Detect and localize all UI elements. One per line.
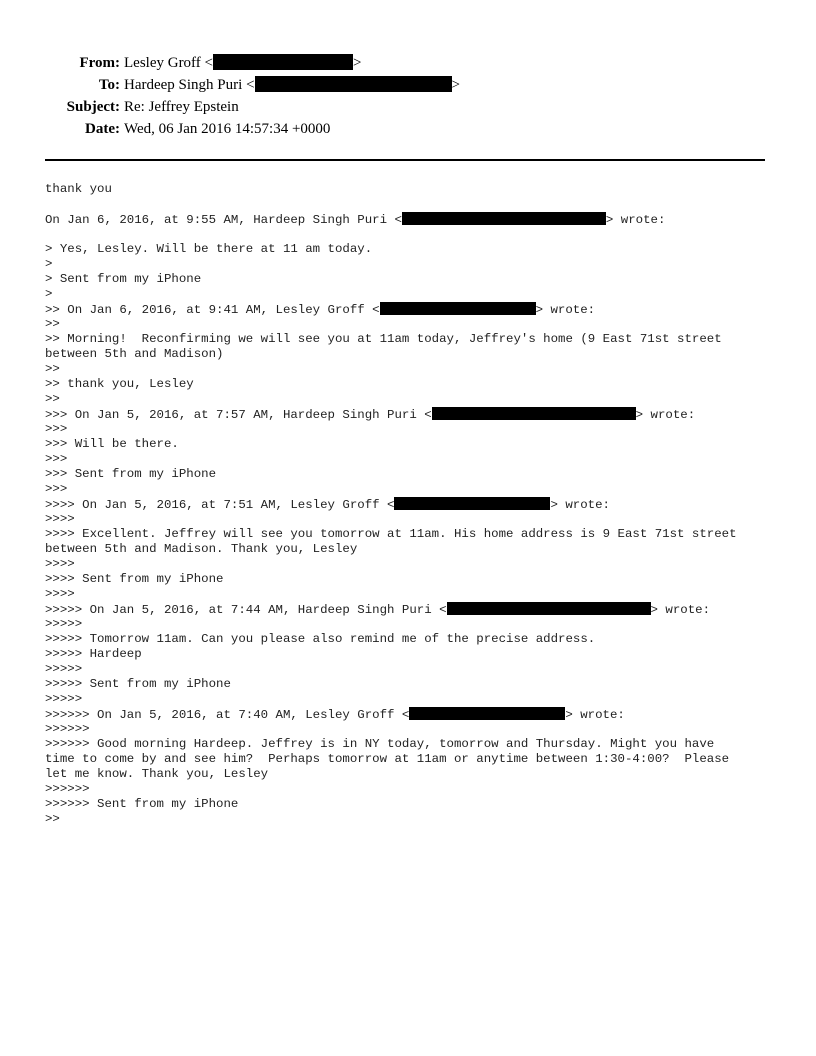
body-line: >> — [45, 317, 60, 331]
attribution-suffix: > wrote: — [635, 408, 696, 422]
email-body — [45, 182, 785, 827]
attribution-suffix: > wrote: — [565, 708, 625, 722]
attribution-text: >>>>> On Jan 5, 2016, at 7:44 AM, Hardeep Singh Puri < — [45, 603, 447, 617]
attribution-suffix: > wrote: — [535, 303, 596, 317]
subject-row — [0, 96, 816, 118]
body-line: >>> Will be there. — [45, 437, 179, 451]
redacted-email — [394, 497, 550, 510]
attribution-suffix: > wrote: — [550, 498, 610, 512]
body-line: >>>>> Tomorrow 11am. Can you please also remind me of the precise address. — [45, 632, 596, 646]
from-name: Lesley Groff — [124, 55, 201, 71]
subject-label: Subject: — [66, 99, 120, 115]
header-divider — [45, 159, 765, 161]
body-line: between 5th and Madison) — [45, 347, 224, 361]
redacted-email — [432, 407, 636, 420]
body-line: >>>>> Sent from my iPhone — [45, 677, 231, 691]
from-row — [0, 52, 816, 74]
subject-value: Re: Jeffrey Epstein — [124, 99, 239, 115]
to-value — [124, 74, 460, 96]
to-row — [0, 74, 816, 96]
body-line: between 5th and Madison. Thank you, Lesley — [45, 542, 358, 556]
body-line: >>>>>> — [45, 722, 90, 736]
body-line: > Yes, Lesley. Will be there at 11 am today. — [45, 242, 373, 256]
date-value: Wed, 06 Jan 2016 14:57:34 +0000 — [124, 121, 331, 137]
quote-attribution — [45, 407, 785, 422]
bracket-open: < — [204, 55, 213, 71]
to-label: To: — [98, 77, 120, 93]
blank-line — [45, 227, 785, 242]
body-line: >>>>> — [45, 617, 83, 631]
body-line: >> — [45, 362, 60, 376]
redacted-email — [447, 602, 651, 615]
quote-attribution — [45, 707, 785, 722]
body-line: >> — [45, 392, 60, 406]
bracket-open: < — [246, 77, 255, 93]
body-line: >> Morning! Reconfirming we will see you at 11am today, Jeffrey's home (9 East 71st street — [45, 332, 722, 346]
redacted-email — [255, 76, 452, 92]
body-line: >>> — [45, 452, 68, 466]
attribution-text: On Jan 6, 2016, at 9:55 AM, Hardeep Singh Puri < — [45, 213, 402, 227]
from-label: From: — [79, 55, 120, 71]
date-label: Date: — [85, 121, 120, 137]
attribution-text: >> On Jan 6, 2016, at 9:41 AM, Lesley Groff < — [45, 303, 380, 317]
body-line: > Sent from my iPhone — [45, 272, 202, 286]
redacted-email — [380, 302, 536, 315]
quote-attribution — [45, 602, 785, 617]
to-name: Hardeep Singh Puri — [124, 77, 243, 93]
body-line: >>> — [45, 482, 68, 496]
body-line: >>> Sent from my iPhone — [45, 467, 217, 481]
from-value — [124, 52, 361, 74]
bracket-close: > — [451, 77, 461, 93]
email-header — [0, 52, 816, 140]
body-line: >>>> — [45, 587, 75, 601]
attribution-text: >>>>>> On Jan 5, 2016, at 7:40 AM, Lesley Groff < — [45, 708, 410, 722]
attribution-text: >>>> On Jan 5, 2016, at 7:51 AM, Lesley Groff < — [45, 498, 395, 512]
body-line: >> thank you, Lesley — [45, 377, 194, 391]
body-line: >>>>>> — [45, 782, 90, 796]
body-line: thank you — [45, 182, 112, 196]
body-line: >>>> Sent from my iPhone — [45, 572, 224, 586]
body-line: >>>> — [45, 512, 75, 526]
blank-line — [45, 197, 785, 212]
body-line: >>>>> — [45, 692, 83, 706]
body-line: > — [45, 257, 53, 271]
body-line: >>>>>> Good morning Hardeep. Jeffrey is in NY today, tomorrow and Thursday. Might you have — [45, 737, 715, 751]
body-line: >> — [45, 812, 60, 826]
body-line: >>>>> Hardeep — [45, 647, 142, 661]
body-line: let me know. Thank you, Lesley — [45, 767, 269, 781]
body-line: >>>>>> Sent from my iPhone — [45, 797, 239, 811]
redacted-email — [213, 54, 353, 70]
body-line: >>>> Excellent. Jeffrey will see you tomorrow at 11am. His home address is 9 East 71st street — [45, 527, 737, 541]
redacted-email — [409, 707, 565, 720]
body-line: >>>> — [45, 557, 75, 571]
quote-attribution — [45, 302, 785, 317]
attribution-suffix: > wrote: — [650, 603, 711, 617]
bracket-close: > — [353, 55, 362, 71]
body-line: time to come by and see him? Perhaps tomorrow at 11am or anytime between 1:30-4:00? Please — [45, 752, 730, 766]
body-line: >>> — [45, 422, 68, 436]
quote-attribution — [45, 212, 785, 227]
body-line: > — [45, 287, 53, 301]
attribution-text: >>> On Jan 5, 2016, at 7:57 AM, Hardeep Singh Puri < — [45, 408, 432, 422]
body-line: >>>>> — [45, 662, 83, 676]
quote-attribution — [45, 497, 785, 512]
redacted-email — [402, 212, 606, 225]
attribution-suffix: > wrote: — [605, 213, 666, 227]
date-row — [0, 118, 816, 140]
